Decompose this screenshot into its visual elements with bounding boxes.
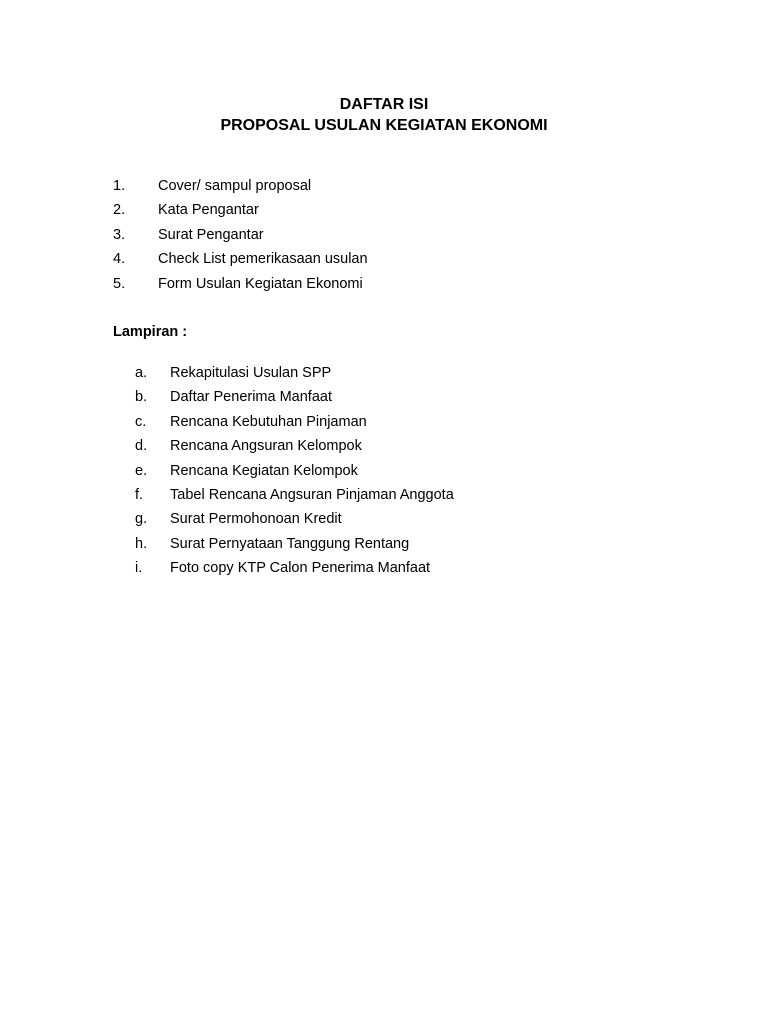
list-item-number: 1. [113, 178, 126, 194]
list-item-letter: g. [135, 511, 148, 528]
list-item-number: 4. [113, 251, 126, 268]
document-subtitle: PROPOSAL USULAN KEGIATAN EKONOMI [220, 117, 548, 134]
list-item-text: Surat Pernyataan Tanggung Rentang [170, 535, 410, 552]
list-item-text: Rencana Kebutuhan Pinjaman [170, 413, 367, 430]
list-item-text: Surat Permohonoan Kredit [170, 511, 342, 528]
list-item-text: Rencana Angsuran Kelompok [170, 438, 362, 455]
list-item-letter: c. [135, 413, 147, 430]
list-item-text: Cover/ sampul proposal [158, 178, 312, 194]
list-item-text: Check List pemerikasaan usulan [158, 251, 368, 268]
list-item-text: Tabel Rencana Angsuran Pinjaman Anggota [170, 486, 454, 503]
list-item-letter: e. [135, 462, 148, 479]
document-title: DAFTAR ISI [339, 96, 429, 113]
attachments-heading: Lampiran : [113, 324, 188, 340]
list-item-text: Kata Pengantar [158, 202, 259, 219]
list-item-number: 5. [113, 275, 126, 292]
list-item-letter: a. [135, 365, 148, 381]
title-block [0, 94, 768, 136]
list-item-letter: h. [135, 535, 148, 552]
list-item-text: Rekapitulasi Usulan SPP [170, 365, 332, 381]
list-item-letter: f. [135, 486, 144, 503]
list-item-letter: i. [135, 560, 143, 577]
list-item-letter: d. [135, 438, 148, 455]
list-item-text: Foto copy KTP Calon Penerima Manfaat [170, 560, 431, 577]
list-item-text: Daftar Penerima Manfaat [170, 389, 332, 406]
list-item-letter: b. [135, 389, 148, 406]
list-item-text: Form Usulan Kegiatan Ekonomi [158, 275, 363, 292]
list-item-number: 3. [113, 226, 126, 243]
list-item-text: Rencana Kegiatan Kelompok [170, 462, 358, 479]
list-item-number: 2. [113, 202, 126, 219]
list-item-text: Surat Pengantar [158, 226, 264, 243]
